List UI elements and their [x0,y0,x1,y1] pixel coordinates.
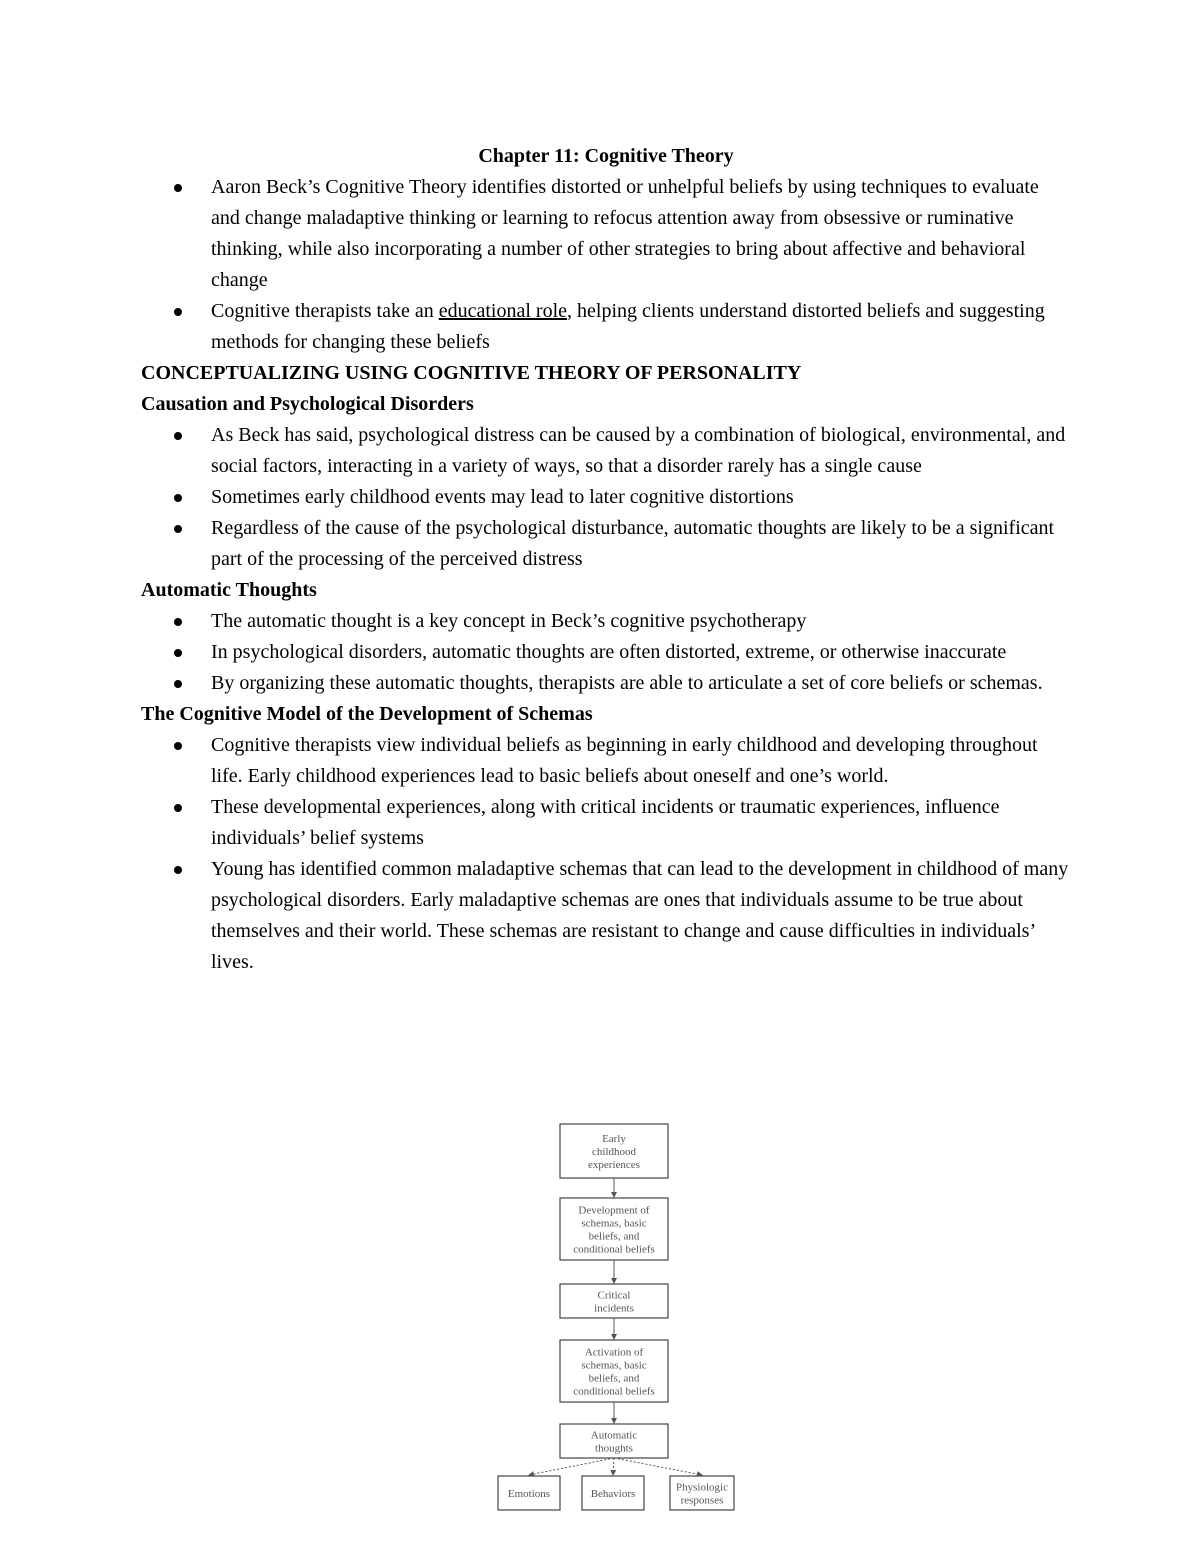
flowchart-label: incidents [594,1302,634,1315]
bullet-icon [174,649,182,657]
schemas-list [141,730,1071,978]
flowchart-arrow [529,1458,614,1475]
schema-development-flowchart [490,1120,755,1515]
flowchart-label: schemas, basic [581,1217,647,1230]
bullet-icon [174,680,182,688]
flowchart-node [560,1424,668,1458]
list-item [141,730,1071,792]
bullet-icon [174,866,182,874]
subheading-causation: Causation and Psychological Disorders [141,393,474,415]
bullet-icon [174,804,182,812]
flowchart-node [560,1124,668,1178]
bullet-icon [174,432,182,440]
flowchart-label: Critical [597,1289,631,1302]
intro-text-2-after: , helping clients understand distorted beliefs and suggesting methods for changing these beliefs [211,300,1045,353]
flowchart-label: thoughts [595,1442,633,1455]
bullet-icon [174,308,182,316]
flowchart-node [560,1340,668,1402]
bullet-icon [174,525,182,533]
intro-text-2-before: Cognitive therapists take an [211,300,439,322]
flowchart-label: beliefs, and [588,1372,640,1385]
list-item [141,606,1071,637]
flowchart-label: childhood [592,1146,636,1158]
bullet-text: Regardless of the cause of the psychological disturbance, automatic thoughts are likely to be a significant part of the processing of the perceived distress [211,517,1055,570]
list-item [141,854,1071,978]
flowchart-label: Early [602,1133,626,1145]
list-item [141,637,1071,668]
flowchart-outcome [498,1476,560,1510]
bullet-text: These developmental experiences, along with critical incidents or traumatic experiences, influence individuals’ belief systems [211,796,1000,849]
list-item [141,668,1071,699]
bullet-text: As Beck has said, psychological distress can be caused by a combination of biological, environmental, and social factors, interacting in a variety of ways, so that a disorder rarely has a single cause [211,424,1066,477]
list-item [141,420,1071,482]
bullet-text: The automatic thought is a key concept in Beck’s cognitive psychotherapy [211,610,807,632]
page-title: Chapter 11: Cognitive Theory [478,145,734,167]
bullet-icon [174,494,182,502]
subheading-schemas: The Cognitive Model of the Development of Schemas [141,703,593,725]
section-heading: CONCEPTUALIZING USING COGNITIVE THEORY OF PERSONALITY [141,362,802,384]
bullet-text: Cognitive therapists view individual beliefs as beginning in early childhood and developing throughout life. Early childhood experiences lead to basic beliefs about oneself and one’s world. [211,734,1038,787]
bullet-text: Sometimes early childhood events may lead to later cognitive distortions [211,486,794,508]
automatic-thoughts-list [141,606,1071,699]
flowchart-label: responses [680,1494,724,1507]
bullet-icon [174,742,182,750]
list-item [141,513,1071,575]
bullet-text: By organizing these automatic thoughts, therapists are able to articulate a set of core beliefs or schemas. [211,672,1043,694]
list-item [141,792,1071,854]
flowchart-outcome [582,1476,644,1510]
flowchart-label: conditional beliefs [573,1243,655,1256]
flowchart-arrow [613,1458,614,1475]
intro-list [141,172,1071,358]
flowchart-arrow [614,1458,702,1475]
flowchart-label: schemas, basic [581,1359,647,1372]
list-item [141,296,1071,358]
flowchart-node [560,1284,668,1318]
flowchart-label: beliefs, and [588,1230,640,1243]
flowchart-outcome [670,1476,734,1510]
flowchart-label: Behaviors [590,1488,636,1500]
bullet-icon [174,618,182,626]
list-item [141,172,1071,296]
causation-list [141,420,1071,575]
educational-role-underline: educational role [438,300,568,322]
flowchart-label: experiences [588,1159,640,1171]
bullet-text: In psychological disorders, automatic thoughts are often distorted, extreme, or otherwise inaccurate [211,641,1007,663]
flowchart-label: Development of [578,1204,650,1217]
document-content [141,141,1071,978]
flowchart-label: conditional beliefs [573,1385,655,1398]
flowchart-label: Physiologic [676,1481,728,1494]
intro-text-1: Aaron Beck’s Cognitive Theory identifies distorted or unhelpful beliefs by using techniques to evaluate and change maladaptive thinking or learning to refocus attention away from obsessive or ruminative thinking, while also incorporating a number of other strategies to bring about affective and behavioral change [211,176,1039,291]
flowchart-label: Emotions [507,1488,551,1500]
bullet-text: Young has identified common maladaptive schemas that can lead to the development in childhood of many psychological disorders. Early maladaptive schemas are ones that individuals assume to be true about themselves and their world. These schemas are resistant to change and cause difficulties in individuals’ lives. [211,858,1069,973]
flowchart-label: Activation of [584,1346,644,1359]
flowchart-label: Automatic [590,1429,638,1442]
flowchart-node [560,1198,668,1260]
list-item [141,482,1071,513]
bullet-icon [174,184,182,192]
subheading-automatic-thoughts: Automatic Thoughts [141,579,317,601]
